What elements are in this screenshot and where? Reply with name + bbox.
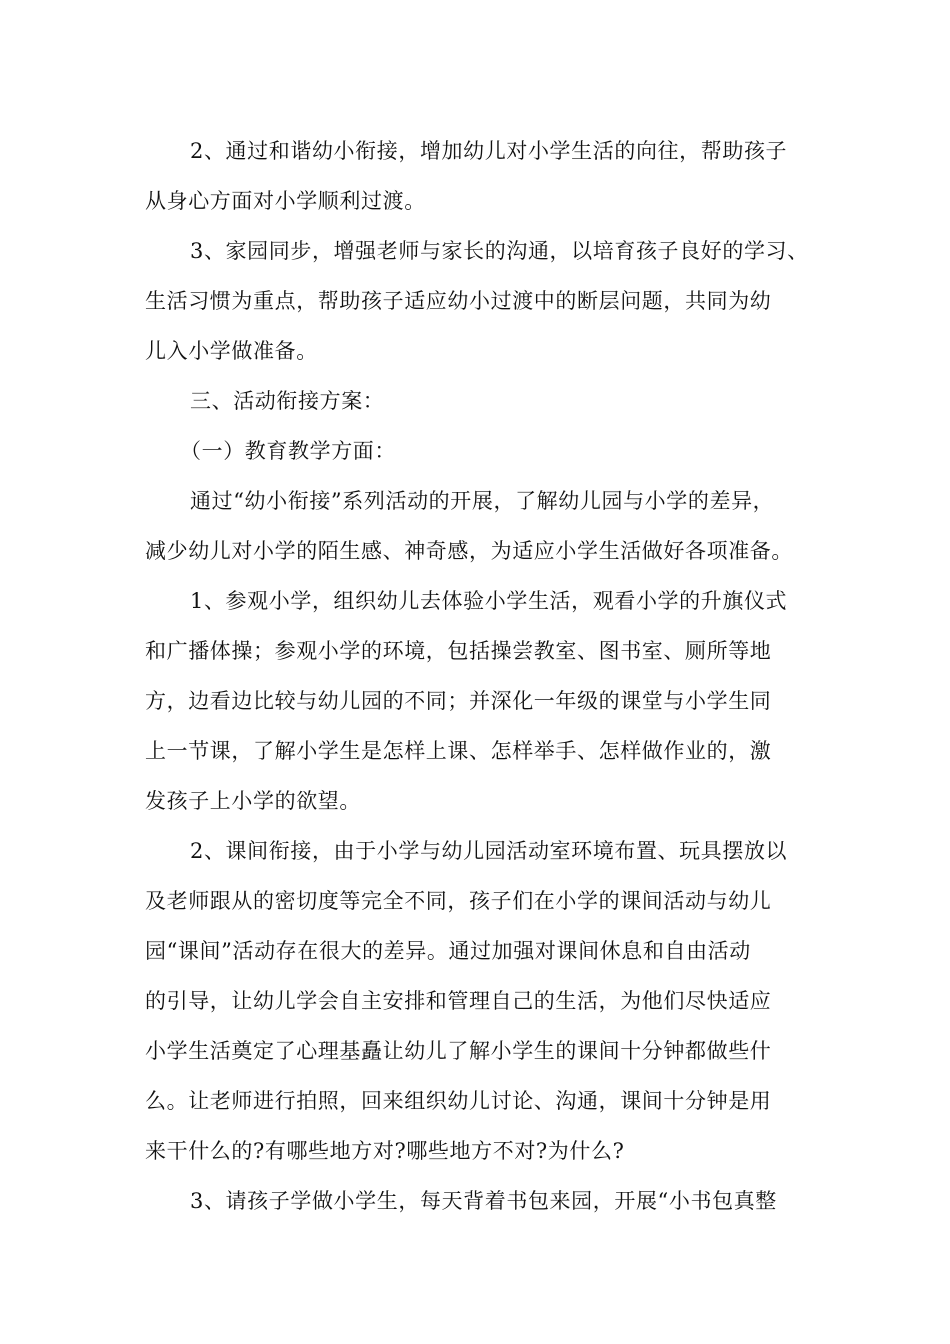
paragraph-line: 1、参观小学，组织幼儿去体验小学生活，观看小学的升旗仪式 (190, 589, 788, 613)
paragraph-line: 上一节课，了解小学生是怎样上课、怎样举手、怎样做作业的，激 (145, 739, 772, 763)
paragraph-line: 从身心方面对小学顺利过渡。 (145, 189, 426, 213)
paragraph-line: 3、家园同步，增强老师与家长的沟通，以培育孩子良好的学习、 (190, 239, 809, 263)
subsection-heading: （一）教育教学方面： (180, 439, 396, 463)
paragraph-line: 通过“幼小衔接”系列活动的开展，了解幼儿园与小学的差异， (190, 489, 775, 513)
paragraph-line: 2、课间衔接，由于小学与幼儿园活动室环境布置、玩具摆放以 (190, 839, 788, 863)
paragraph-line: 来干什么的?有哪些地方对?哪些地方不对?为什么? (145, 1139, 625, 1163)
paragraph-line: 么。让老师进行拍照，回来组织幼儿讨论、沟通，课间十分钟是用 (145, 1089, 772, 1113)
section-heading: 三、活动衔接方案： (190, 389, 385, 413)
paragraph-line: 园“课间”活动存在很大的差异。通过加强对课间休息和自由活动 (145, 939, 751, 963)
paragraph-line: 的引导，让幼儿学会自主安排和管理自己的生活，为他们尽快适应 (145, 989, 772, 1013)
paragraph-line: 生活习惯为重点，帮助孩子适应幼小过渡中的断层问题，共同为幼 (145, 289, 772, 313)
paragraph-line: 2、通过和谐幼小衔接，增加幼儿对小学生活的向往，帮助孩子 (190, 139, 788, 163)
paragraph-line: 发孩子上小学的欲望。 (145, 789, 361, 813)
paragraph-line: 方，边看边比较与幼儿园的不同；并深化一年级的课堂与小学生同 (145, 689, 772, 713)
paragraph-line: 和广播体操；参观小学的环境，包括操尝教室、图书室、厕所等地 (145, 639, 772, 663)
paragraph-line: 儿入小学做准备。 (145, 339, 318, 363)
paragraph-line: 减少幼儿对小学的陌生感、神奇感，为适应小学生活做好各项准备。 (145, 539, 793, 563)
paragraph-line: 3、请孩子学做小学生，每天背着书包来园，开展“小书包真整 (190, 1189, 777, 1213)
paragraph-line: 及老师跟从的密切度等完全不同，孩子们在小学的课间活动与幼儿 (145, 889, 772, 913)
paragraph-line: 小学生活奠定了心理基矗让幼儿了解小学生的课间十分钟都做些什 (145, 1039, 772, 1063)
